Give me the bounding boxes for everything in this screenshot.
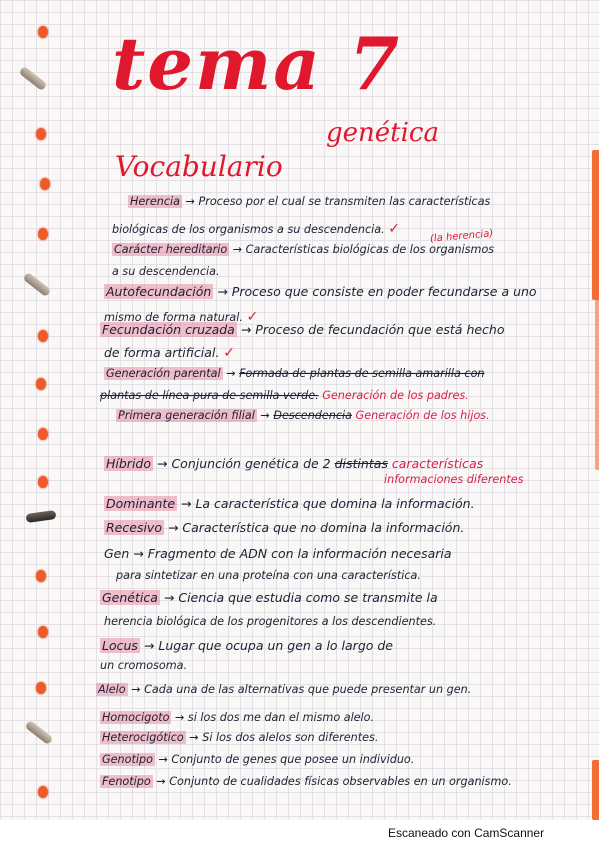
- vocab-line: [112, 222, 400, 236]
- vocab-line: [128, 196, 490, 207]
- vocab-term: Híbrido: [106, 456, 152, 471]
- vocab-term: Autofecundación: [106, 284, 212, 299]
- vocab-definition: → Cada una de las alternativas que puede presentar un gen.: [131, 683, 472, 696]
- vocab-term: Herencia: [130, 195, 180, 208]
- binding-hole-icon: [38, 428, 48, 440]
- vocab-definition: un cromosoma.: [100, 659, 188, 672]
- vocab-line: [100, 592, 438, 605]
- binding-hole-icon: [38, 476, 48, 488]
- vocab-definition: biológicas de los organismos a su descendencia.: [112, 223, 385, 236]
- vocab-term: Fecundación cruzada: [102, 322, 235, 337]
- vocab-line: [100, 660, 187, 671]
- vocab-definition: →: [226, 367, 240, 380]
- struck-text: distintas: [334, 456, 388, 471]
- binding-hole-icon: [38, 26, 48, 38]
- binding-hole-icon: [40, 178, 50, 190]
- vocab-definition: → Proceso de fecundación que está hecho: [240, 322, 505, 337]
- vocab-term: Recesivo: [106, 520, 162, 535]
- binding-hole-icon: [38, 330, 48, 342]
- vocab-definition: → Fragmento de ADN con la información necesaria: [133, 546, 452, 561]
- vocab-definition: → si los dos me dan el mismo alelo.: [175, 711, 375, 724]
- correction-text: Generación de los hijos.: [355, 409, 490, 422]
- binding-hole-icon: [38, 786, 48, 798]
- vocab-term: Heterocigótico: [102, 731, 184, 744]
- vocab-definition: mismo de forma natural.: [104, 311, 243, 324]
- vocab-definition: → Lugar que ocupa un gen a lo largo de: [143, 638, 393, 653]
- vocab-definition: → Proceso que consiste en poder fecundarse a uno: [217, 284, 537, 299]
- vocab-line: [100, 640, 393, 653]
- margin-note: (la herencia): [429, 228, 494, 245]
- vocab-definition: de forma artificial.: [104, 345, 220, 360]
- vocab-line: [116, 410, 490, 421]
- vocab-definition: para sintetizar en una proteína con una característica.: [116, 569, 421, 582]
- vocab-definition: herencia biológica de los progenitores a los descendientes.: [104, 615, 437, 628]
- correction-text: Generación de los padres.: [322, 389, 469, 402]
- section-heading: Vocabulario: [115, 150, 283, 183]
- binding-ring-icon: [22, 272, 51, 298]
- vocab-definition: → Características biológicas de los organismos: [232, 243, 495, 256]
- vocab-line: [100, 324, 505, 337]
- binding-ring-icon: [26, 510, 57, 523]
- vocab-line: [100, 776, 512, 787]
- vocab-term: Genética: [102, 590, 158, 605]
- vocab-line: [100, 732, 378, 743]
- scanner-watermark: Escaneado con CamScanner: [388, 826, 545, 840]
- vocab-term: Carácter hereditario: [114, 243, 228, 256]
- vocab-definition: → Si los dos alelos son diferentes.: [189, 731, 379, 744]
- vocab-definition: a su descendencia.: [112, 265, 220, 278]
- vocab-line: [104, 368, 485, 379]
- vocab-line: [104, 346, 235, 360]
- vocab-line: [116, 570, 421, 581]
- binding-hole-icon: [38, 228, 48, 240]
- binding-ring-icon: [18, 66, 47, 92]
- vocab-line: [104, 548, 452, 561]
- struck-text: Formada de plantas de semilla amarilla con: [239, 367, 485, 380]
- vocab-line: [100, 754, 414, 765]
- binding-hole-icon: [38, 626, 48, 638]
- vocab-line: [104, 458, 483, 471]
- check-mark-icon: ✓: [223, 345, 236, 361]
- check-mark-icon: ✓: [246, 309, 259, 325]
- struck-text: plantas de línea pura de semilla verde.: [100, 389, 319, 402]
- vocab-term: Homocigoto: [102, 711, 170, 724]
- binding-ring-icon: [24, 720, 53, 746]
- vocab-term: Gen: [104, 546, 130, 561]
- vocab-line: [100, 390, 469, 401]
- vocab-definition: → La característica que domina la información.: [181, 496, 475, 511]
- correction-text: características: [391, 456, 484, 471]
- vocab-term: Locus: [102, 638, 138, 653]
- vocab-definition: → Conjunción genética de 2: [157, 456, 335, 471]
- vocab-line: [104, 286, 537, 299]
- vocab-term: Alelo: [98, 683, 126, 696]
- page-edge-tab: [592, 760, 599, 820]
- correction-text: informaciones diferentes: [384, 473, 524, 486]
- page-edge-tab: [595, 300, 599, 470]
- struck-text: Descendencia: [273, 409, 352, 422]
- page-subtitle: genética: [326, 118, 439, 148]
- vocab-line: [100, 712, 374, 723]
- vocab-line: [96, 684, 471, 695]
- vocab-term: Genotipo: [102, 753, 153, 766]
- binding-hole-icon: [36, 128, 46, 140]
- binding-hole-icon: [36, 682, 46, 694]
- page-title: tema 7: [112, 21, 402, 106]
- vocab-term: Primera generación filial: [118, 409, 255, 422]
- vocab-line: [112, 244, 494, 255]
- vocab-definition: → Característica que no domina la información.: [167, 520, 465, 535]
- vocab-definition: → Conjunto de cualidades físicas observables en un organismo.: [156, 775, 512, 788]
- page-edge-tab: [592, 150, 599, 300]
- check-mark-icon: ✓: [388, 221, 400, 237]
- binding-hole-icon: [36, 570, 46, 582]
- binding-hole-icon: [36, 378, 46, 390]
- vocab-line: [104, 522, 464, 535]
- vocab-line: [104, 616, 436, 627]
- vocab-term: Dominante: [106, 496, 176, 511]
- vocab-line: [112, 266, 220, 277]
- vocab-definition: → Proceso por el cual se transmiten las características: [185, 195, 491, 208]
- vocab-definition: →: [260, 409, 274, 422]
- vocab-term: Fenotipo: [102, 775, 151, 788]
- spiral-binding: [0, 0, 60, 820]
- vocab-line: [104, 498, 475, 511]
- vocab-definition: → Conjunto de genes que posee un individuo.: [158, 753, 415, 766]
- vocab-term: Generación parental: [106, 367, 221, 380]
- vocab-definition: → Ciencia que estudia como se transmite la: [163, 590, 438, 605]
